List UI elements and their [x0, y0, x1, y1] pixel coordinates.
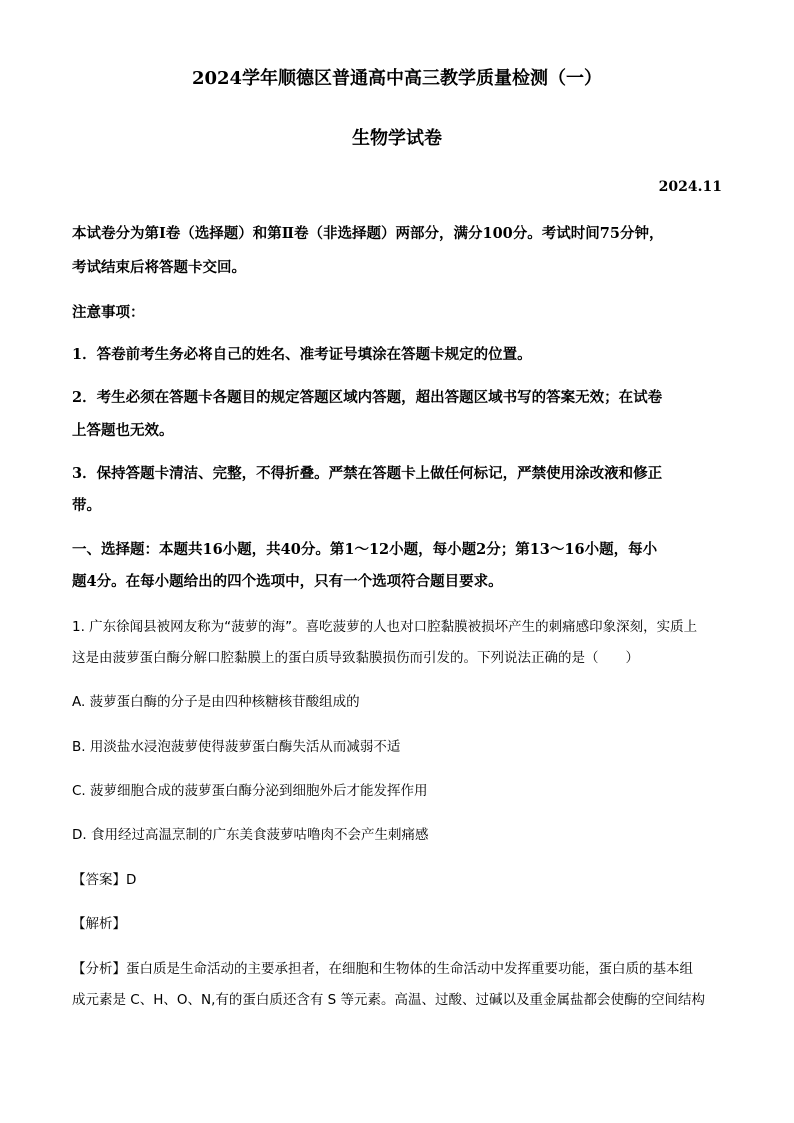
notes-heading: 注意事项： [72, 304, 145, 321]
note-item-3-line-2: 带。 [72, 497, 101, 514]
intro-line-1: 本试卷分为第Ⅰ卷（选择题）和第Ⅱ卷（非选择题）两部分，满分100分。考试时间75分钟， [72, 225, 664, 242]
question-1-analysis-heading: 【解析】 [72, 916, 126, 932]
note-item-1: 1．答卷前考生务必将自己的姓名、准考证号填涂在答题卡规定的位置。 [72, 346, 532, 363]
question-1-option-b: B. 用淡盐水浸泡菠萝使得菠萝蛋白酶失活从而减弱不适 [72, 739, 401, 755]
intro-line-2: 考试结束后将答题卡交回。 [72, 259, 246, 276]
question-1-option-d: D. 食用经过高温烹制的广东美食菠萝咕噜肉不会产生刺痛感 [72, 827, 429, 843]
question-1-stem-line-1: 1. 广东徐闻县被网友称为“菠萝的海”。喜吃菠萝的人也对口腔黏膜被损坏产生的刺痛感印象深刻，实质上 [72, 619, 698, 635]
document-date: 2024.11 [658, 179, 722, 195]
note-item-2-line-2: 上答题也无效。 [72, 422, 174, 439]
question-1-option-a: A. 菠萝蛋白酶的分子是由四种核糖核苷酸组成的 [72, 694, 360, 710]
question-1-analysis-line-2: 成元素是 C、H、O、N,有的蛋白质还含有 S 等元素。高温、过酸、过碱以及重金属盐都会使酶的空间结构 [72, 992, 706, 1008]
question-1-stem-line-2: 这是由菠萝蛋白酶分解口腔黏膜上的蛋白质导致黏膜损伤而引发的。下列说法正确的是（ ） [72, 650, 639, 666]
document-subtitle: 生物学试卷 [352, 128, 442, 149]
question-1-option-c: C. 菠萝细胞合成的菠萝蛋白酶分泌到细胞外后才能发挥作用 [72, 783, 428, 799]
section-1-line-2: 题4分。在每小题给出的四个选项中，只有一个选项符合题目要求。 [72, 573, 503, 590]
question-1-answer: 【答案】D [72, 872, 137, 888]
note-item-3-line-1: 3．保持答题卡清洁、完整，不得折叠。严禁在答题卡上做任何标记，严禁使用涂改液和修正 [72, 465, 663, 482]
document-title: 2024学年顺德区普通高中高三教学质量检测（一） [191, 68, 603, 89]
section-1-line-1: 一、选择题：本题共16小题，共40分。第1～12小题，每小题2分；第13～16小题，每小 [72, 541, 658, 558]
note-item-2-line-1: 2．考生必须在答题卡各题目的规定答题区域内答题，超出答题区域书写的答案无效；在试卷 [72, 389, 663, 406]
question-1-analysis-line-1: 【分析】蛋白质是生命活动的主要承担者，在细胞和生物体的生命活动中发挥重要功能，蛋白质的基本组 [72, 961, 693, 977]
